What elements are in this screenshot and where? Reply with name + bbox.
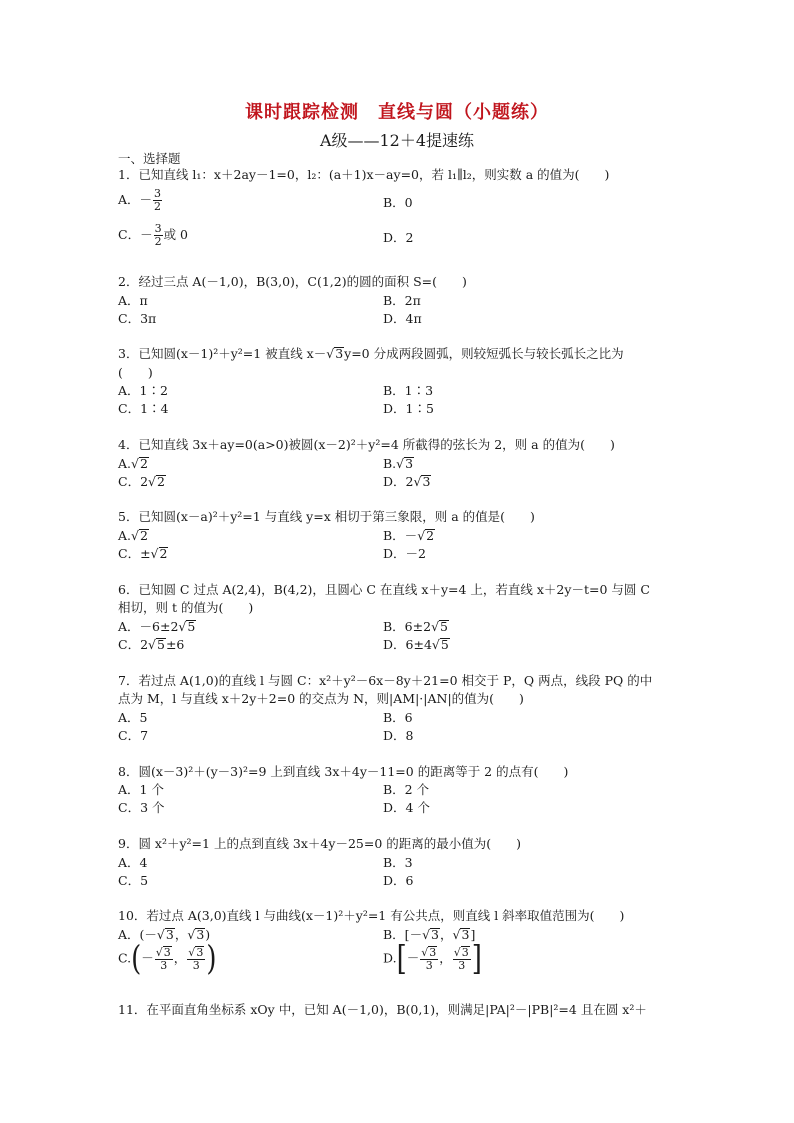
- question-1-option-b: B．0: [383, 195, 413, 210]
- question-7-option-b: B．6: [383, 710, 413, 725]
- question-6-option-b: B．6±2√5: [383, 619, 448, 634]
- question-10-option-c: C.(－ $\frac{√3}{3}$ ， $\frac{√3}{3}$ ): [118, 939, 217, 979]
- question-7-stem: 7．若过点 A(1,0)的直线 l 与圆 C：x²＋y²－6x－8y＋21=0 相交于 P，Q 两点，线段 PQ 的中: [118, 673, 653, 688]
- question-8-option-d: D．4 个: [383, 800, 430, 815]
- question-9-option-a: A．4: [118, 855, 148, 870]
- question-5-option-d: D．－2: [383, 546, 426, 561]
- question-8-option-c: C．3 个: [118, 800, 165, 815]
- question-5-option-b: B．－√2: [383, 528, 435, 543]
- question-9-option-b: B．3: [383, 855, 413, 870]
- question-5-stem: 5．已知圆(x－a)²＋y²=1 与直线 y=x 相切于第三象限，则 a 的值是( ): [118, 509, 535, 524]
- question-4-option-d: D．2√3: [383, 474, 431, 489]
- question-1-option-d: D．2: [383, 230, 414, 245]
- page-subtitle: A级——12＋4提速练: [319, 131, 475, 150]
- question-3-stem-line2: ( ): [118, 365, 153, 380]
- question-6-option-c: C．2√5±6: [118, 637, 185, 652]
- question-8-stem: 8．圆(x－3)²＋(y－3)²=9 上到直线 3x＋4y－11=0 的距离等于 2 的点有( ): [118, 764, 569, 779]
- question-9-option-c: C．5: [118, 873, 149, 888]
- question-10-stem: 10．若过点 A(3,0)直线 l 与曲线(x－1)²＋y²=1 有公共点，则直线 l 斜率取值范围为( ): [118, 908, 625, 923]
- question-5-option-a: A.√2: [118, 528, 148, 543]
- question-9-stem: 9．圆 x²＋y²=1 上的点到直线 3x＋4y－25=0 的距离的最小值为( ): [118, 836, 522, 851]
- question-3-option-b: B．1∶3: [383, 383, 434, 398]
- question-2-stem: 2．经过三点 A(－1,0)，B(3,0)，C(1,2)的圆的面积 S=( ): [118, 274, 467, 289]
- page-title: 课时跟踪检测 直线与圆（小题练）: [245, 102, 549, 123]
- question-1-option-c: C．－ $\frac{3}{2}$ 或 0: [118, 222, 189, 248]
- section-heading: 一、选择题: [118, 151, 181, 166]
- question-5-option-c: C．±√2: [118, 546, 168, 561]
- question-4-stem: 4．已知直线 3x＋ay=0(a>0)被圆(x－2)²＋y²=4 所截得的弦长为 2，则 a 的值为( ): [118, 437, 615, 452]
- question-10-option-b: B．[－√3，√3]: [383, 927, 476, 942]
- question-6-option-a: A．－6±2√5: [118, 619, 196, 634]
- question-6-stem-line2: 相切，则 t 的值为( ): [118, 600, 254, 615]
- question-4-option-b: B.√3: [383, 456, 414, 471]
- question-7-option-a: A．5: [118, 710, 148, 725]
- question-8-option-a: A．1 个: [118, 782, 164, 797]
- question-2-option-d: D．4π: [383, 311, 422, 326]
- question-7-option-d: D．8: [383, 728, 414, 743]
- question-2-option-a: A．π: [118, 293, 148, 308]
- question-2-option-c: C．3π: [118, 311, 157, 326]
- question-6-option-d: D．6±4√5: [383, 637, 449, 652]
- question-6-stem: 6．已知圆 C 过点 A(2,4)，B(4,2)，且圆心 C 在直线 x＋y=4 上，若直线 x＋2y－t=0 与圆 C: [118, 582, 650, 597]
- question-4-option-a: A.√2: [118, 456, 148, 471]
- question-7-stem-line2: 点为 M，l 与直线 x＋2y＋2=0 的交点为 N，则|AM|·|AN|的值为( ): [118, 691, 524, 706]
- question-4-option-c: C．2√2: [118, 474, 165, 489]
- question-3-option-a: A．1∶2: [118, 383, 168, 398]
- question-3-stem: 3．已知圆(x－1)²＋y²=1 被直线 x－√3y=0 分成两段圆弧，则较短弧长与较长弧长之比为: [118, 346, 624, 361]
- question-9-option-d: D．6: [383, 873, 414, 888]
- question-7-option-c: C．7: [118, 728, 149, 743]
- question-1-option-a: A．－ $\frac{3}{2}$: [118, 187, 162, 213]
- question-8-option-b: B．2 个: [383, 782, 430, 797]
- question-11-stem: 11．在平面直角坐标系 xOy 中，已知 A(－1,0)，B(0,1)，则满足|PA|²－|PB|²=4 且在圆 x²＋: [118, 1002, 647, 1017]
- question-1-stem: 1．已知直线 l₁：x＋2ay－1=0，l₂：(a＋1)x－ay=0，若 l₁∥l₂，则实数 a 的值为( ): [118, 167, 610, 182]
- question-3-option-d: D．1∶5: [383, 401, 434, 416]
- question-3-option-c: C．1∶4: [118, 401, 169, 416]
- question-10-option-d: D.[－ $\frac{√3}{3}$ ， $\frac{√3}{3}$ ]: [383, 939, 482, 979]
- question-2-option-b: B．2π: [383, 293, 421, 308]
- question-10-option-a: A．(－√3，√3): [118, 927, 211, 942]
